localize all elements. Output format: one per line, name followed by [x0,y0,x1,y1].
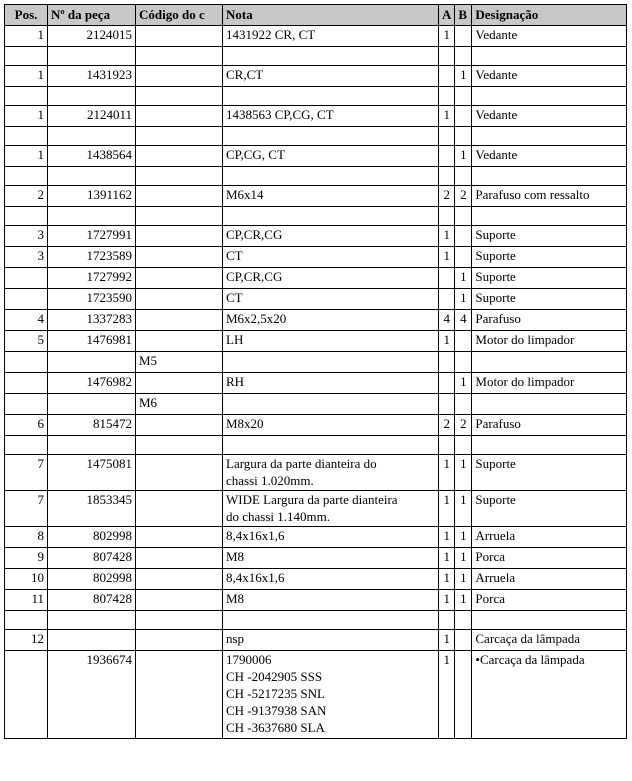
designation-cell: Vedante [472,26,627,47]
note-line: CT [226,248,243,263]
pos-cell: 6 [5,415,48,436]
part-number-cell [48,436,136,455]
qty-a-cell: 1 [439,651,455,739]
part-number-cell: 2124011 [48,106,136,127]
designation-cell: Parafuso [472,310,627,331]
note-line: CT [226,290,243,305]
code-cell [136,436,223,455]
qty-b-cell: 1 [455,455,472,491]
code-cell [136,569,223,590]
qty-a-cell [439,394,455,415]
designation-cell: Carcaça da lâmpada [472,630,627,651]
part-number-cell: 1438564 [48,146,136,167]
table-row [5,630,627,651]
pos-cell: 2 [5,186,48,207]
pos-cell: 1 [5,66,48,87]
parts-table [4,4,627,739]
part-number-cell: 1723590 [48,289,136,310]
designation-cell: Motor do limpador [472,331,627,352]
note-cell [223,186,439,207]
code-cell [136,268,223,289]
header-designation: Designação [472,5,627,26]
note-cell [223,527,439,548]
designation-cell: Suporte [472,455,627,491]
qty-b-cell [455,226,472,247]
spacer-row [5,207,627,226]
note-line: CH -2042905 SSS [226,669,323,684]
code-cell [136,611,223,630]
note-cell [223,247,439,268]
note-line: do chassi 1.140mm. [226,509,330,524]
code-cell [136,548,223,569]
table-row [5,415,627,436]
part-number-cell [48,47,136,66]
pos-cell [5,394,48,415]
pos-cell [5,289,48,310]
note-line: LH [226,332,244,347]
part-number-cell: 1853345 [48,491,136,527]
designation-cell [472,47,627,66]
note-line: RH [226,374,245,389]
note-cell [223,373,439,394]
note-line: CP,CR,CG [226,269,283,284]
qty-b-cell: 1 [455,548,472,569]
qty-b-cell [455,630,472,651]
note-cell [223,66,439,87]
designation-cell: Motor do limpador [472,373,627,394]
qty-a-cell [439,127,455,146]
code-cell: M5 [136,352,223,373]
code-cell [136,186,223,207]
pos-cell: 7 [5,455,48,491]
table-row [5,331,627,352]
qty-a-cell [439,352,455,373]
qty-a-cell [439,87,455,106]
note-line: CH -5217235 SNL [226,686,325,701]
note-cell [223,87,439,106]
qty-b-cell [455,611,472,630]
qty-a-cell [439,47,455,66]
qty-b-cell [455,394,472,415]
part-number-cell: 1391162 [48,186,136,207]
designation-cell: Porca [472,548,627,569]
code-cell: M6 [136,394,223,415]
part-number-cell: 1727991 [48,226,136,247]
designation-cell [472,167,627,186]
note-line: 1790006 [226,652,272,667]
part-number-cell: 1936674 [48,651,136,739]
qty-b-cell: 1 [455,491,472,527]
table-row [5,394,627,415]
code-cell [136,167,223,186]
part-number-cell: 807428 [48,590,136,611]
code-cell [136,127,223,146]
pos-cell: 5 [5,331,48,352]
table-row [5,455,627,491]
note-line: CP,CR,CG [226,227,283,242]
note-line: CP,CG, CT [226,147,285,162]
spacer-row [5,167,627,186]
qty-b-cell: 4 [455,310,472,331]
designation-cell: Arruela [472,569,627,590]
spacer-row [5,87,627,106]
part-number-cell [48,87,136,106]
table-row [5,226,627,247]
code-cell [136,590,223,611]
designation-cell [472,352,627,373]
table-row [5,66,627,87]
qty-a-cell: 1 [439,590,455,611]
header-note: Nota [223,5,439,26]
note-cell [223,590,439,611]
code-cell [136,651,223,739]
note-line: M6x2,5x20 [226,311,287,326]
note-line: CH -3637680 SLA [226,720,325,735]
note-cell [223,352,439,373]
table-row [5,590,627,611]
table-row [5,289,627,310]
qty-b-cell [455,352,472,373]
code-cell [136,630,223,651]
qty-b-cell: 2 [455,415,472,436]
note-line: M8 [226,549,245,564]
part-number-cell [48,167,136,186]
designation-cell: •Carcaça da lâmpada [472,651,627,739]
note-cell [223,455,439,491]
note-cell [223,226,439,247]
code-cell [136,310,223,331]
code-cell [136,26,223,47]
qty-b-cell: 1 [455,527,472,548]
part-number-cell [48,394,136,415]
part-number-cell [48,127,136,146]
table-row [5,146,627,167]
qty-a-cell: 1 [439,247,455,268]
note-line: 1431922 CR, CT [226,27,316,42]
part-number-cell: 802998 [48,569,136,590]
qty-a-cell: 1 [439,226,455,247]
qty-b-cell [455,106,472,127]
designation-cell: Parafuso com ressalto [472,186,627,207]
qty-b-cell [455,436,472,455]
designation-cell [472,87,627,106]
pos-cell [5,373,48,394]
part-number-cell [48,630,136,651]
code-cell [136,106,223,127]
note-cell [223,289,439,310]
code-cell [136,87,223,106]
table-row [5,491,627,527]
code-cell [136,226,223,247]
header-row [5,5,627,26]
qty-a-cell: 1 [439,569,455,590]
qty-a-cell [439,611,455,630]
qty-a-cell: 1 [439,331,455,352]
qty-a-cell [439,167,455,186]
qty-a-cell: 1 [439,491,455,527]
table-row [5,268,627,289]
note-cell [223,491,439,527]
part-number-cell: 802998 [48,527,136,548]
note-line: CR,CT [226,67,264,82]
note-cell [223,548,439,569]
qty-a-cell [439,373,455,394]
pos-cell: 10 [5,569,48,590]
part-number-cell: 815472 [48,415,136,436]
part-number-cell: 1476981 [48,331,136,352]
part-number-cell [48,207,136,226]
pos-cell: 8 [5,527,48,548]
code-cell [136,455,223,491]
qty-b-cell [455,247,472,268]
note-line: M8x20 [226,416,264,431]
table-row [5,651,627,739]
pos-cell: 1 [5,106,48,127]
pos-cell [5,651,48,739]
note-cell [223,47,439,66]
table-row [5,310,627,331]
table-row [5,352,627,373]
designation-cell [472,207,627,226]
code-cell [136,289,223,310]
table-row [5,527,627,548]
qty-b-cell [455,127,472,146]
qty-b-cell: 1 [455,569,472,590]
table-row [5,106,627,127]
note-cell [223,436,439,455]
pos-cell: 7 [5,491,48,527]
code-cell [136,247,223,268]
note-line: 1438563 CP,CG, CT [226,107,334,122]
note-cell [223,207,439,226]
note-cell [223,26,439,47]
pos-cell: 12 [5,630,48,651]
qty-b-cell [455,87,472,106]
pos-cell [5,127,48,146]
note-cell [223,331,439,352]
pos-cell [5,167,48,186]
spacer-row [5,436,627,455]
qty-a-cell [439,66,455,87]
designation-cell [472,127,627,146]
qty-b-cell [455,651,472,739]
qty-b-cell [455,26,472,47]
part-number-cell: 1476982 [48,373,136,394]
designation-cell [472,611,627,630]
part-number-cell: 807428 [48,548,136,569]
designation-cell: Suporte [472,268,627,289]
note-line: 8,4x16x1,6 [226,570,285,585]
header-part-number: Nº da peça [48,5,136,26]
qty-a-cell: 4 [439,310,455,331]
qty-b-cell: 2 [455,186,472,207]
note-cell [223,106,439,127]
designation-cell [472,394,627,415]
code-cell [136,146,223,167]
table-row [5,186,627,207]
spacer-row [5,127,627,146]
code-cell [136,66,223,87]
qty-b-cell: 1 [455,66,472,87]
qty-a-cell: 1 [439,26,455,47]
pos-cell [5,611,48,630]
pos-cell: 11 [5,590,48,611]
note-cell [223,611,439,630]
qty-a-cell [439,289,455,310]
designation-cell: Suporte [472,289,627,310]
table-row [5,26,627,47]
note-cell [223,569,439,590]
part-number-cell: 2124015 [48,26,136,47]
pos-cell [5,268,48,289]
qty-a-cell [439,268,455,289]
spacer-row [5,611,627,630]
pos-cell [5,207,48,226]
part-number-cell [48,352,136,373]
qty-a-cell: 1 [439,527,455,548]
pos-cell: 3 [5,226,48,247]
table-row [5,247,627,268]
header-code: Código do c [136,5,223,26]
code-cell [136,47,223,66]
table-body [5,26,627,739]
note-line: M8 [226,591,245,606]
part-number-cell: 1431923 [48,66,136,87]
note-line: 8,4x16x1,6 [226,528,285,543]
designation-cell: Vedante [472,146,627,167]
note-line: WIDE Largura da parte dianteira [226,492,398,507]
qty-b-cell [455,47,472,66]
qty-b-cell [455,167,472,186]
code-cell [136,527,223,548]
note-cell [223,651,439,739]
note-cell [223,310,439,331]
note-cell [223,127,439,146]
designation-cell: Suporte [472,247,627,268]
note-cell [223,146,439,167]
qty-a-cell: 2 [439,415,455,436]
pos-cell [5,87,48,106]
part-number-cell: 1723589 [48,247,136,268]
part-number-cell: 1475081 [48,455,136,491]
qty-b-cell: 1 [455,268,472,289]
part-number-cell: 1727992 [48,268,136,289]
designation-cell: Suporte [472,491,627,527]
pos-cell: 3 [5,247,48,268]
header-a: A [439,5,455,26]
pos-cell [5,436,48,455]
qty-a-cell: 2 [439,186,455,207]
table-row [5,569,627,590]
pos-cell [5,47,48,66]
designation-cell: Porca [472,590,627,611]
table-row [5,373,627,394]
note-cell [223,394,439,415]
note-line: chassi 1.020mm. [226,473,314,488]
note-line: M6x14 [226,187,264,202]
header-b: B [455,5,472,26]
designation-cell [472,436,627,455]
qty-a-cell: 1 [439,630,455,651]
qty-b-cell [455,331,472,352]
pos-cell: 1 [5,26,48,47]
designation-cell: Parafuso [472,415,627,436]
table-row [5,548,627,569]
pos-cell [5,352,48,373]
pos-cell: 1 [5,146,48,167]
note-cell [223,167,439,186]
note-cell [223,268,439,289]
note-cell [223,415,439,436]
note-line: CH -9137938 SAN [226,703,327,718]
part-number-cell [48,611,136,630]
designation-cell: Suporte [472,226,627,247]
header-pos: Pos. [5,5,48,26]
pos-cell: 4 [5,310,48,331]
designation-cell: Vedante [472,66,627,87]
note-cell [223,630,439,651]
code-cell [136,491,223,527]
qty-a-cell: 1 [439,455,455,491]
qty-a-cell [439,436,455,455]
note-line: nsp [226,631,245,646]
designation-cell: Arruela [472,527,627,548]
code-cell [136,373,223,394]
qty-a-cell [439,146,455,167]
qty-a-cell: 1 [439,106,455,127]
designation-cell: Vedante [472,106,627,127]
note-line: Largura da parte dianteira do [226,456,377,471]
pos-cell: 9 [5,548,48,569]
qty-b-cell: 1 [455,289,472,310]
qty-b-cell: 1 [455,373,472,394]
part-number-cell: 1337283 [48,310,136,331]
spacer-row [5,47,627,66]
qty-a-cell: 1 [439,548,455,569]
qty-a-cell [439,207,455,226]
code-cell [136,207,223,226]
qty-b-cell [455,207,472,226]
qty-b-cell: 1 [455,146,472,167]
code-cell [136,331,223,352]
qty-b-cell: 1 [455,590,472,611]
code-cell [136,415,223,436]
